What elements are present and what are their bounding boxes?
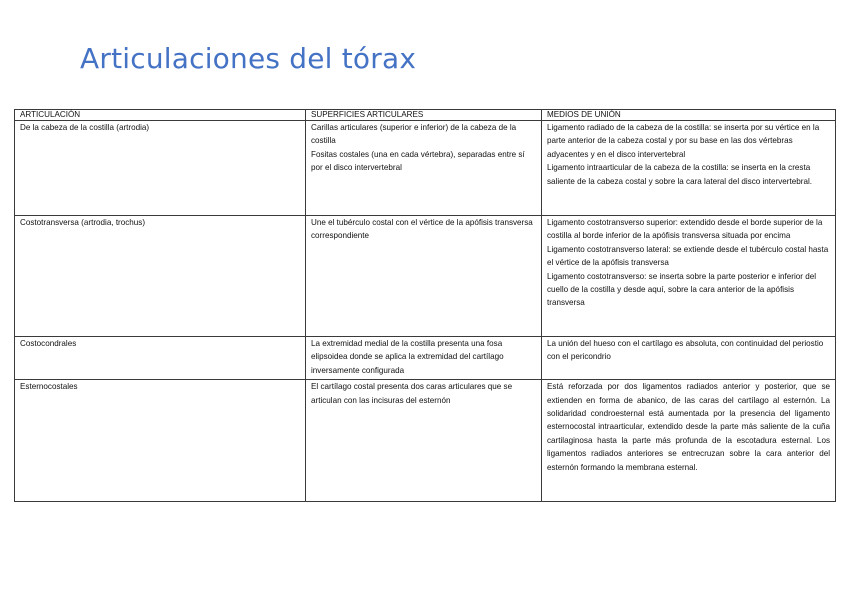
cell-superficies	[306, 121, 542, 216]
cell-line: Ligamento costotransverso lateral: se extiende desde el tubérculo costal hasta el vértice de la apófisis transversa	[547, 244, 829, 268]
cell-medios	[542, 337, 836, 380]
table-row	[15, 380, 836, 502]
cell-medios	[542, 121, 836, 216]
cell-articulacion: Esternocostales	[15, 380, 306, 502]
page-title: Articulaciones del tórax	[80, 42, 417, 75]
cell-line: La unión del hueso con el cartílago es absoluta, con continuidad del periostio con el pericondrio	[547, 339, 824, 362]
header-articulacion: ARTICULACIÓN	[15, 110, 306, 121]
cell-medios	[542, 380, 836, 502]
cell-medios	[542, 216, 836, 337]
cell-line: Está reforzada por dos ligamentos radiados anterior y posterior, que se extienden en forma de abanico, de las caras del cartílago al esternón. La solidaridad condroesternal está aumentada por la presencia del ligamento esternocostal intraarticular, extendido desde la parte más saliente de la cuña cartilaginosa hasta la parte más profunda de la escotadura esternal. Los ligamentos radiados anteriores se entrecruzan sobre la cara anterior del esternón formando la membrana esternal.	[547, 382, 830, 472]
articulations-table	[14, 109, 836, 502]
cell-articulacion: De la cabeza de la costilla (artrodia)	[15, 121, 306, 216]
cell-line: Ligamento radiado de la cabeza de la costilla: se inserta por su vértice en la parte anterior de la cabeza costal y por su base en las dos vértebras adyacentes y en el disco intervertebral	[547, 123, 820, 159]
cell-line: Fositas costales (una en cada vértebra), separadas entre sí por el disco intervertebral	[311, 149, 525, 173]
cell-superficies	[306, 337, 542, 380]
cell-superficies	[306, 216, 542, 337]
cell-line: Carillas articulares (superior e inferior) de la cabeza de la costilla	[311, 123, 517, 146]
header-superficies: SUPERFICIES ARTICULARES	[306, 110, 542, 121]
cell-articulacion: Costocondrales	[15, 337, 306, 380]
table-row	[15, 216, 836, 337]
table-row	[15, 121, 836, 216]
cell-line: Ligamento costotransverso: se inserta sobre la parte posterior e inferior del cuello de la costilla y desde aquí, sobre la cara anterior de la apófisis transversa	[547, 271, 817, 308]
cell-line: Ligamento costotransverso superior: extendido desde el borde superior de la costilla al borde inferior de la apófisis transversa situada por encima	[547, 218, 823, 241]
header-medios: MEDIOS DE UNIÓN	[542, 110, 836, 121]
cell-line: Ligamento intraarticular de la cabeza de la costilla: se inserta en la cresta saliente de la cabeza costal y sobre la cara lateral del disco intervertebral.	[547, 163, 812, 186]
cell-superficies	[306, 380, 542, 502]
table-row	[15, 337, 836, 380]
table-header-row	[15, 110, 836, 121]
cell-articulacion: Costotransversa (artrodia, trochus)	[15, 216, 306, 337]
cell-line: La extremidad medial de la costilla presenta una fosa elipsoidea donde se aplica la extremidad del cartílago inversamente configurada	[311, 339, 504, 375]
cell-line: El cartílago costal presenta dos caras articulares que se articulan con las incisuras del esternón	[311, 382, 513, 405]
cell-line: Une el tubérculo costal con el vértice de la apófisis transversa correspondiente	[311, 218, 533, 241]
